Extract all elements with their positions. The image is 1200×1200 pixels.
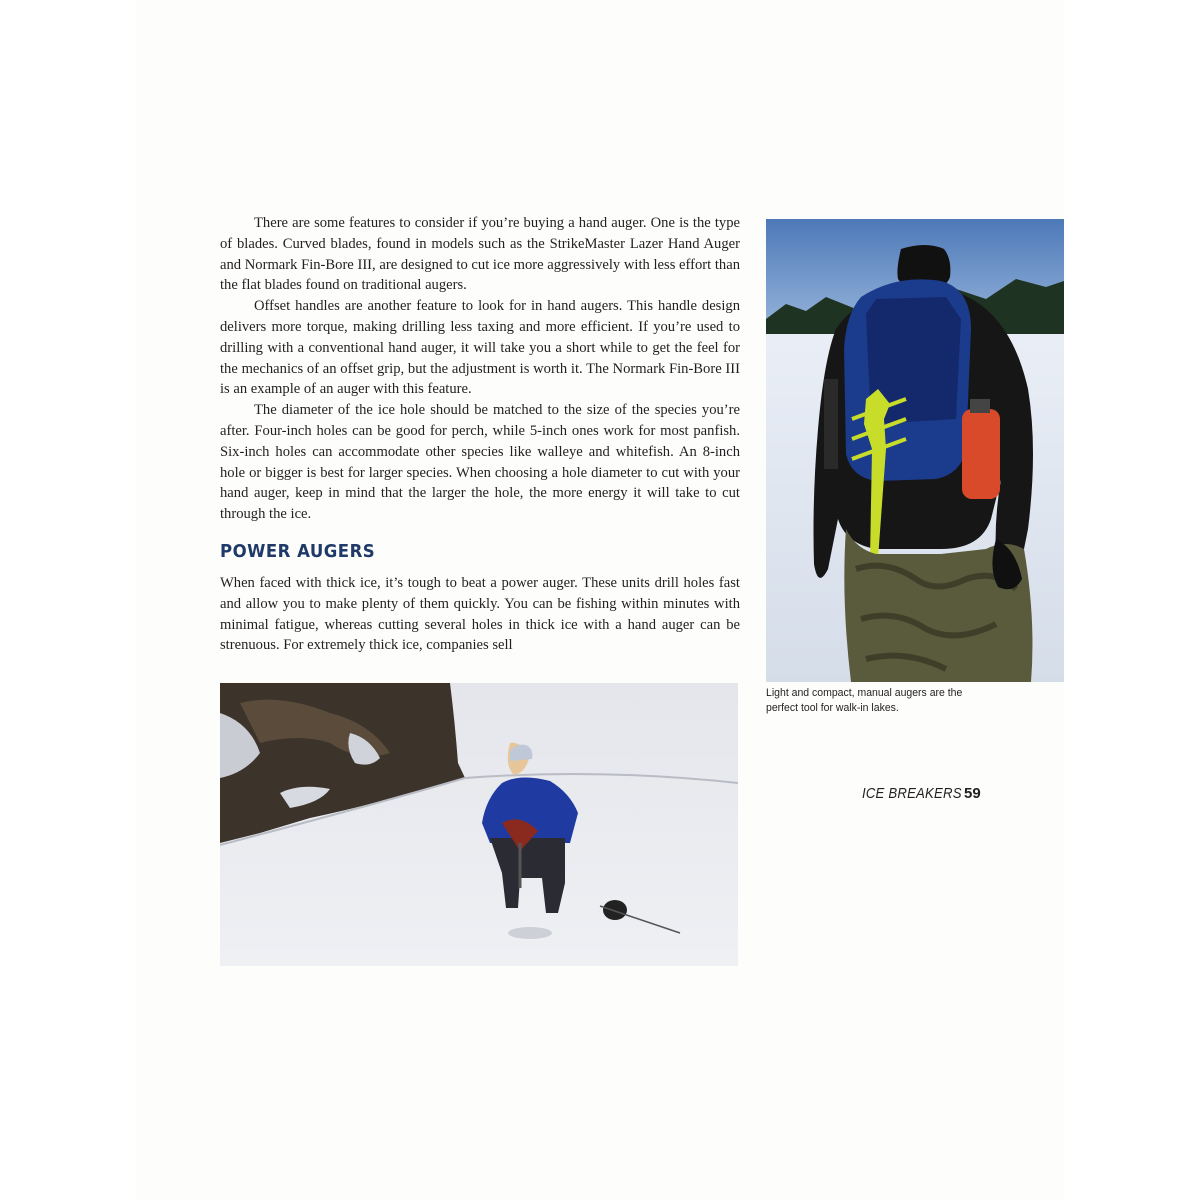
page-footer: [862, 785, 981, 802]
paragraph-offset-handles: Offset handles are another feature to look for in hand augers. This handle design delivers more torque, making drilling less taxing and more efficient. If you’re used to drilling with a conventional hand auger, it will take you a short while to get the feel for the mechanics of an offset grip, but the adjustment is worth it. The Normark Fin-Bore III is an example of an auger with this feature.: [220, 298, 740, 398]
paragraph-power-augers: When faced with thick ice, it’s tough to beat a power auger. These units drill holes fast and allow you to make plenty of them quickly. You can be fishing within minutes with minimal fatigue, whereas cutting several holes in thick ice with a hand auger can be strenuous. For extremely thick ice, companies sell: [220, 575, 740, 654]
backpack-auger-photo: [766, 219, 1064, 682]
frozen-lake-photo: [220, 683, 738, 966]
photo-caption: Light and compact, manual augers are the perfect tool for walk-in lakes.: [766, 687, 963, 714]
running-title: ICE BREAKERS: [862, 785, 962, 802]
main-text-column: [220, 213, 740, 525]
page-number: 59: [964, 785, 981, 802]
paragraph-blade-types: There are some features to consider if you’re buying a hand auger. One is the type of blades. Curved blades, found in models such as the StrikeMaster Lazer Hand Auger and Normark Fin-Bore III, are designed to cut ice more aggressively with less effort than the flat blades found on traditional augers.: [220, 215, 740, 294]
section-heading: POWER AUGERS: [220, 541, 376, 562]
section-text-column: [220, 573, 740, 656]
paragraph-hole-diameter: The diameter of the ice hole should be matched to the size of the species you’re after. Four-inch holes can be good for perch, while 5-inch ones work for most panfish. Six-inch holes can accommodate other species like walleye and whitefish. An 8-inch hole or bigger is best for larger species. When choosing a hole diameter to cut with your hand auger, keep in mind that the larger the hole, the more energy it will take to cut through the ice.: [220, 402, 740, 523]
